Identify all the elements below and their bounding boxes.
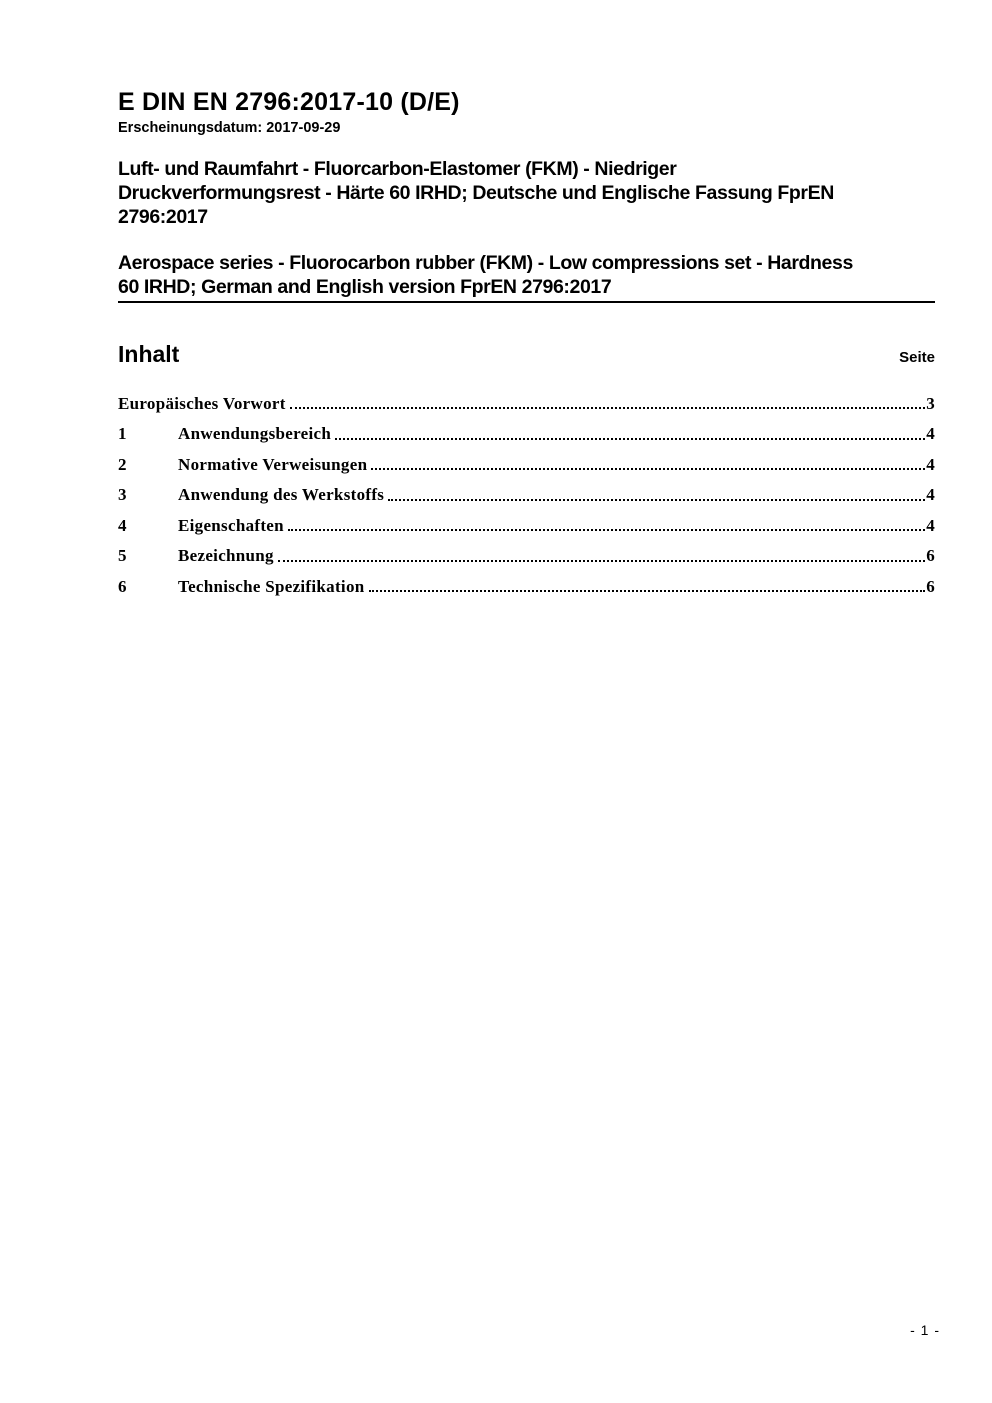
toc-entry-label: Europäisches Vorwort xyxy=(118,393,286,413)
toc-entry-page: 4 xyxy=(926,485,935,505)
toc-dot-leader xyxy=(288,529,925,531)
toc-dot-leader xyxy=(371,468,925,470)
toc-entry-number: 1 xyxy=(118,424,127,444)
title-german-line-3: 2796:2017 xyxy=(118,205,208,228)
toc-dot-leader xyxy=(388,499,925,501)
toc-entry-page: 4 xyxy=(926,454,935,474)
toc-entry-page: 6 xyxy=(926,576,935,596)
toc-dot-leader xyxy=(335,438,925,440)
toc-entry-label: Technische Spezifikation xyxy=(178,576,365,596)
toc-entry-3 xyxy=(118,486,935,504)
title-german xyxy=(118,157,935,229)
toc-entry-number: 5 xyxy=(118,546,127,566)
toc-entry-number: 4 xyxy=(118,515,127,535)
toc-header xyxy=(118,341,935,368)
toc-entry-label: Bezeichnung xyxy=(178,546,274,566)
toc-entry-5 xyxy=(118,547,935,565)
toc-entry-page: 6 xyxy=(926,546,935,566)
toc-entry-page: 4 xyxy=(926,424,935,444)
table-of-contents xyxy=(118,395,935,596)
toc-entry-4 xyxy=(118,517,935,535)
toc-dot-leader xyxy=(278,560,925,562)
toc-entry-label: Anwendungsbereich xyxy=(178,424,332,444)
title-english-line-1: Aerospace series - Fluorocarbon rubber (FKM) - Low compressions set - Hardness xyxy=(118,251,853,274)
toc-entry-label: Normative Verweisungen xyxy=(178,454,368,474)
document-number-title: E DIN EN 2796:2017-10 (D/E) xyxy=(118,88,460,116)
toc-entry-6 xyxy=(118,578,935,596)
toc-entry-number: 3 xyxy=(118,485,127,505)
toc-entry-1 xyxy=(118,425,935,443)
toc-entry-vorwort xyxy=(118,395,935,413)
toc-entry-label: Anwendung des Werkstoffs xyxy=(178,485,385,505)
title-english-line-2: 60 IRHD; German and English version FprEN 2796:2017 xyxy=(118,275,612,298)
toc-dot-leader xyxy=(290,407,926,409)
publish-date: Erscheinungsdatum: 2017-09-29 xyxy=(118,119,341,136)
page-number-footer: - 1 - xyxy=(910,1322,940,1338)
title-divider-rule xyxy=(118,301,935,303)
toc-dot-leader xyxy=(369,590,926,592)
title-german-line-2: Druckverformungsrest - Härte 60 IRHD; Deutsche und Englische Fassung FprEN xyxy=(118,181,834,204)
toc-entry-label: Eigenschaften xyxy=(178,515,284,535)
toc-entry-page: 4 xyxy=(926,515,935,535)
toc-page-column-label: Seite xyxy=(899,348,935,366)
toc-heading: Inhalt xyxy=(118,340,180,367)
toc-entry-number: 2 xyxy=(118,454,127,474)
title-german-line-1: Luft- und Raumfahrt - Fluorcarbon-Elastomer (FKM) - Niedriger xyxy=(118,157,677,180)
title-english xyxy=(118,251,935,299)
toc-entry-page: 3 xyxy=(926,393,935,413)
toc-entry-2 xyxy=(118,456,935,474)
toc-entry-number: 6 xyxy=(118,576,127,596)
